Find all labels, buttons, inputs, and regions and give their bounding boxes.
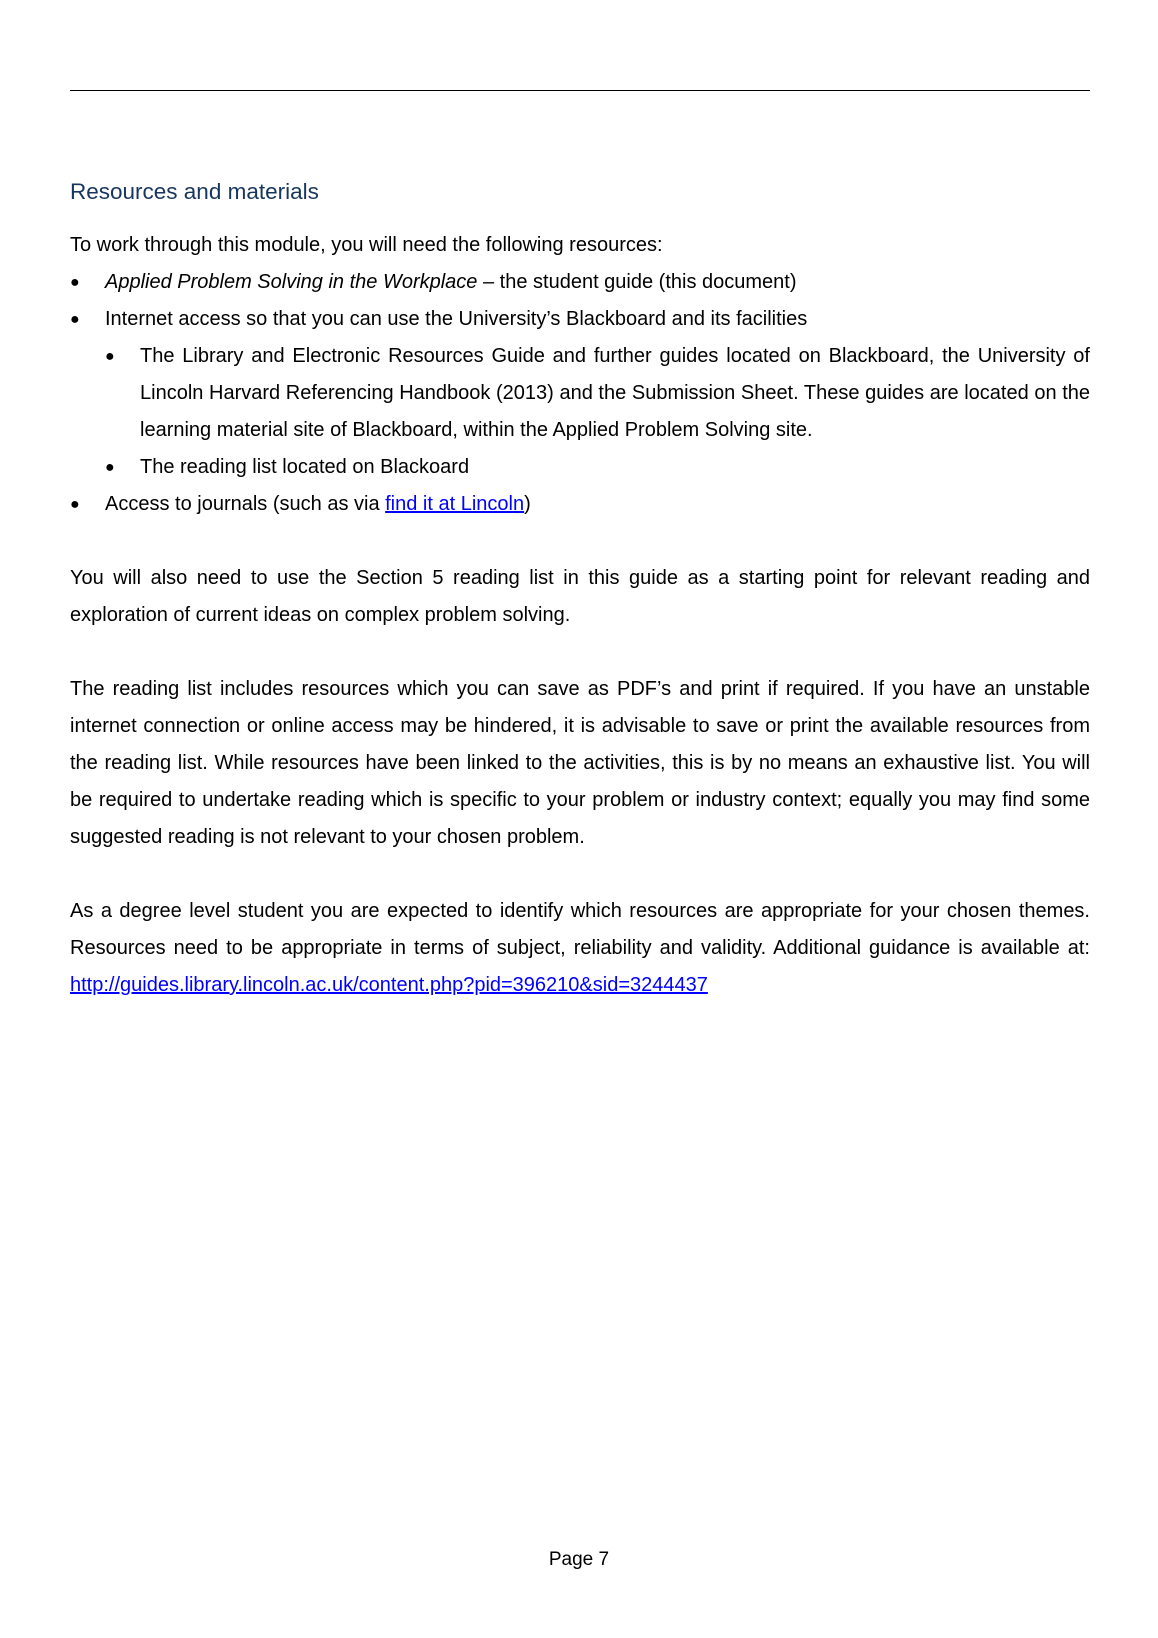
- spacer: [70, 856, 1090, 893]
- internet-access-text: Internet access so that you can use the University’s Blackboard and its facilities: [105, 308, 808, 330]
- list-item-internet-access: [70, 301, 1090, 486]
- header-divider: [70, 90, 1090, 91]
- section-heading: Resources and materials: [70, 179, 319, 204]
- guidance-paragraph: [70, 893, 1090, 1004]
- document-body: [70, 177, 1090, 1004]
- bullet-icon: ●: [70, 311, 80, 328]
- guidance-text: As a degree level student you are expected to identify which resources are appropriate for your chosen themes. Resources need to be appropriate in terms of subject, reliability and validity. Additional guidance is available at:: [70, 900, 1090, 959]
- bullet-icon: ●: [70, 274, 80, 291]
- page-number: Page 7: [548, 1549, 610, 1570]
- list-item-journals: [70, 486, 1090, 523]
- sublist-item-guides: [105, 338, 1090, 449]
- spacer: [70, 523, 1090, 560]
- intro-text: To work through this module, you will need the following resources:: [70, 234, 663, 256]
- bullet-icon: ●: [105, 348, 115, 365]
- guide-description: – the student guide (this document): [477, 271, 797, 293]
- pdf-resources-paragraph: The reading list includes resources which you can save as PDF’s and print if required. If you have an unstable internet connection or online access may be hindered, it is advisable to save or print the available resources from the reading list. While resources have been linked to the activities, this is by no means an exhaustive list. You will be required to undertake reading which is specific to your problem or industry context; equally you may find some suggested reading is not relevant to your chosen problem.: [70, 678, 1090, 848]
- journals-suffix: ): [524, 493, 531, 515]
- bullet-icon: ●: [105, 459, 115, 476]
- bullet-icon: ●: [70, 496, 80, 513]
- spacer: [70, 634, 1090, 671]
- reading-list-text: The reading list located on Blackoard: [140, 456, 470, 478]
- guides-text: The Library and Electronic Resources Guide and further guides located on Blackboard, the University of Lincoln Harvard Referencing Handbook (2013) and the Submission Sheet. These guides are located on the learning material site of Blackboard, within the Applied Problem Solving site.: [140, 345, 1090, 441]
- reading-list-paragraph: You will also need to use the Section 5 reading list in this guide as a starting point for relevant reading and exploration of current ideas on complex problem solving.: [70, 567, 1090, 626]
- internet-access-sublist: [105, 338, 1090, 486]
- resources-list: [70, 264, 1090, 523]
- sublist-item-reading-list: [105, 449, 1090, 486]
- journals-prefix: Access to journals (such as via: [105, 493, 386, 515]
- list-item-student-guide: [70, 264, 1090, 301]
- guide-title: Applied Problem Solving in the Workplace: [105, 271, 478, 293]
- library-guide-link[interactable]: http://guides.library.lincoln.ac.uk/content.php?pid=396210&sid=3244437: [70, 974, 708, 996]
- find-it-at-lincoln-link[interactable]: find it at Lincoln: [385, 493, 525, 515]
